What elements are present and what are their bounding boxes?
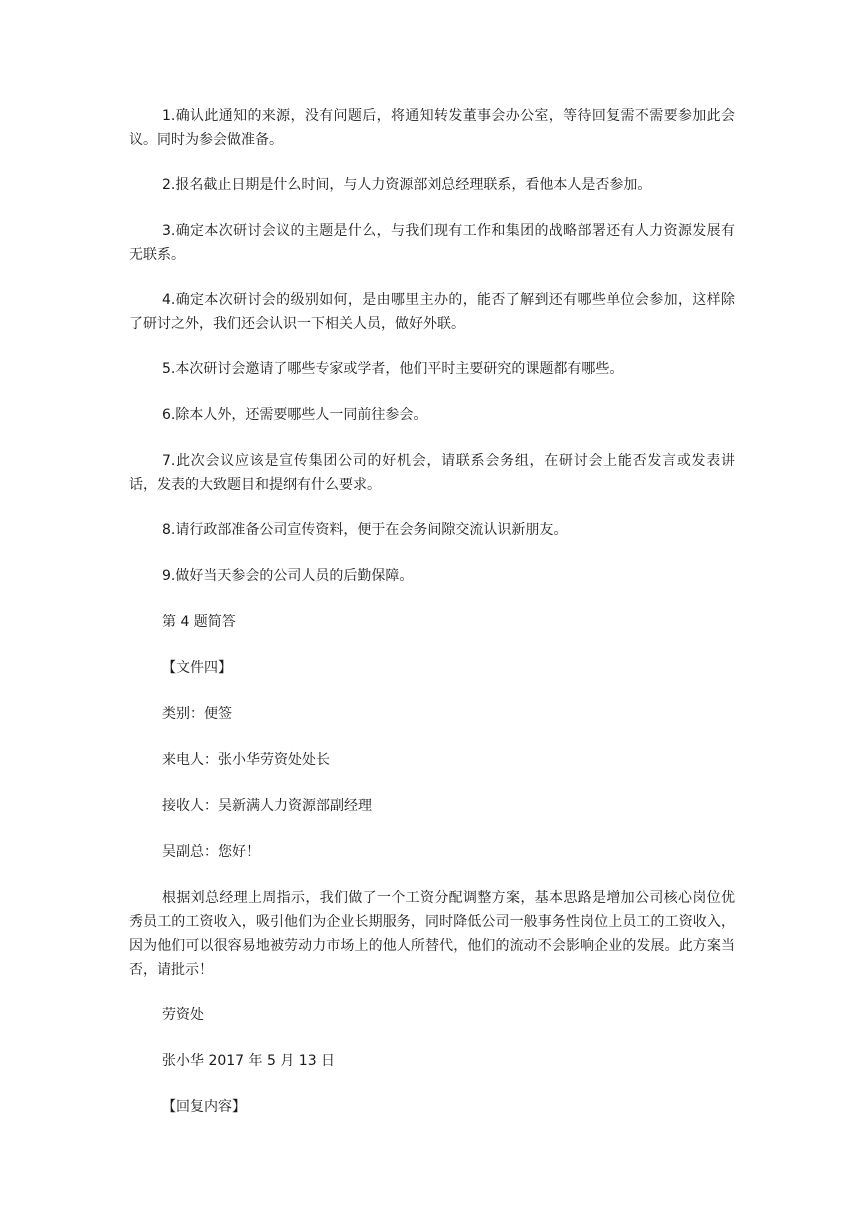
paragraph-item-3: 3.确定本次研讨会议的主题是什么，与我们现有工作和集团的战略部署还有人力资源发展有无联系。 <box>129 223 735 263</box>
memo-recipient: 接收人：吴新满人力资源部副经理 <box>162 798 372 814</box>
memo-department: 劳资处 <box>162 1007 204 1023</box>
paragraph-item-1: 1.确认此通知的来源，没有问题后，将通知转发董事会办公室，等待回复需不需要参加此会议。同时为参会做准备。 <box>129 108 735 148</box>
paragraph-item-7: 7.此次会议应该是宣传集团公司的好机会，请联系会务组，在研讨会上能否发言或发表讲话，发表的大致题目和提纲有什么要求。 <box>129 453 735 493</box>
memo-signature-date: 张小华 2017 年 5 月 13 日 <box>162 1053 336 1069</box>
paragraph-item-4: 4.确定本次研讨会的级别如何，是由哪里主办的，能否了解到还有哪些单位会参加，这样除了研讨之外，我们还会认识一下相关人员，做好外联。 <box>129 292 735 332</box>
memo-category: 类别：便签 <box>162 706 232 722</box>
file-title: 【文件四】 <box>162 660 232 676</box>
section-heading-question-4: 第 4 题简答 <box>162 614 236 630</box>
reply-content-heading: 【回复内容】 <box>162 1099 246 1115</box>
memo-body: 根据刘总经理上周指示，我们做了一个工资分配调整方案，基本思路是增加公司核心岗位优秀员工的工资收入，吸引他们为企业长期服务，同时降低公司一般事务性岗位上员工的工资收入，因为他们可以很容易地被劳动力市场上的他人所替代，他们的流动不会影响企业的发展。此方案当否，请批示！ <box>129 890 735 978</box>
memo-greeting: 吴副总：您好！ <box>162 844 260 860</box>
memo-sender: 来电人：张小华劳资处处长 <box>162 752 330 768</box>
paragraph-item-9: 9.做好当天参会的公司人员的后勤保障。 <box>162 568 414 584</box>
paragraph-item-5: 5.本次研讨会邀请了哪些专家或学者，他们平时主要研究的课题都有哪些。 <box>162 361 624 377</box>
paragraph-item-6: 6.除本人外，还需要哪些人一同前往参会。 <box>162 407 428 423</box>
paragraph-item-2: 2.报名截止日期是什么时间，与人力资源部刘总经理联系，看他本人是否参加。 <box>162 177 652 193</box>
document-body <box>129 104 735 1141</box>
paragraph-item-8: 8.请行政部准备公司宣传资料，便于在会务间隙交流认识新朋友。 <box>162 522 568 538</box>
